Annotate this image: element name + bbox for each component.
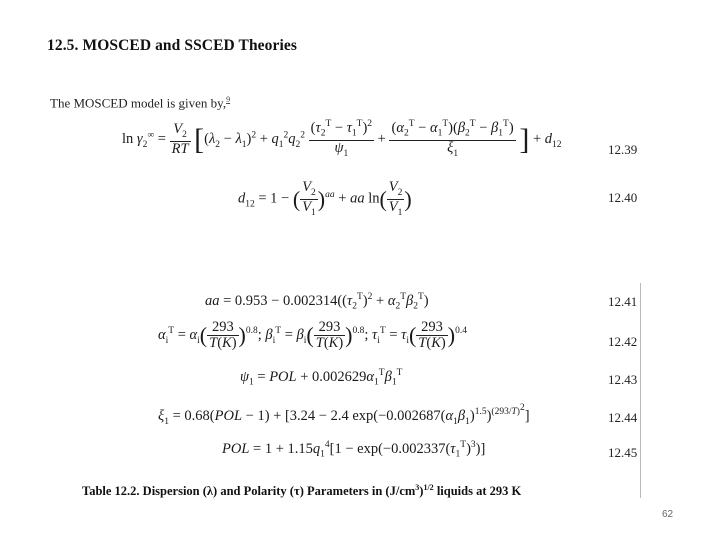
reference-link[interactable]: 9 (226, 95, 231, 104)
caption-tail: liquids at 293 K (433, 484, 522, 499)
intro-text-body: The MOSCED model is given by, (50, 95, 227, 111)
caption-text: Table 12.2. Dispersion (λ) and Polarity (τ) Parameters in (J/cm (82, 484, 416, 499)
equation-12-45: POL = $1 + 1.15q_1^4[1 - \exp(-0.002337(\tau_1^T)^3)]$ (222, 440, 486, 460)
equation-12-39: $\ln \gamma_2^\infty$ = $\frac{V_2}{RT}$ [$(\lambda_2 - \lambda_1)^2 + q_1^2q_2^2$ $\frac{(\tau_2^T - \tau_1^T)^2}{\psi_1}$ + $\frac{(\alpha_2^T - \alpha_1^T)(\beta_2^T - \beta_1^T)}{\xi_1}$ ] + $d_{12}$ (122, 119, 562, 159)
equation-12-44: $\xi_1 = 0.68(POL - 1) + [3.24 - 2.4$ $\exp(-0.002687(\alpha_1\beta_1)^{1.5})^{(293/T)^2}$] (158, 403, 530, 427)
vertical-divider (640, 283, 641, 498)
page-number: 62 (662, 509, 674, 520)
equation-number-12-42: 12.42 (608, 334, 638, 349)
caption-paren: ) (419, 484, 424, 499)
caption-unit-exponent: 3 (415, 483, 420, 492)
equation-number-12-43: 12.43 (608, 372, 638, 387)
slide-title: 12.5. MOSCED and SSCED Theories (47, 37, 297, 54)
table-caption (82, 483, 521, 499)
equation-number-12-40: 12.40 (608, 190, 638, 205)
equation-number-12-45: 12.45 (608, 445, 638, 460)
equation-12-43: $\psi_1$ = POL + $0.002629\alpha_1^T\beta_1^T$ (240, 368, 403, 388)
equation-12-42: $\alpha_i^T = \alpha_i$( $\frac{293}{T(K)}$ )$^{0.8}$; $\beta_i^T = \beta_i$( $\frac{293}{T(K)}$ )$^{0.8}$; $\tau_i^T = \tau_i$( $\frac{293}{T(K)}$ )$^{0.4}$ (158, 319, 467, 352)
intro-text (50, 95, 230, 111)
equation-number-12-41: 12.41 (608, 294, 638, 309)
equation-number-12-44: 12.44 (608, 410, 638, 425)
caption-half-exponent: 1/2 (423, 483, 434, 492)
equation-12-41: aa = $0.953 - 0.002314((\tau_2^T)^2 + \alpha_2^T\beta_2^T)$ (205, 292, 429, 312)
equation-number-12-39: 12.39 (608, 142, 638, 157)
equation-12-40: $d_{12} = 1$ − ( $\frac{V_2}{V_1}$ )$^{aa}$ + aa ln( $\frac{V_2}{V_1}$ ) (238, 179, 412, 218)
